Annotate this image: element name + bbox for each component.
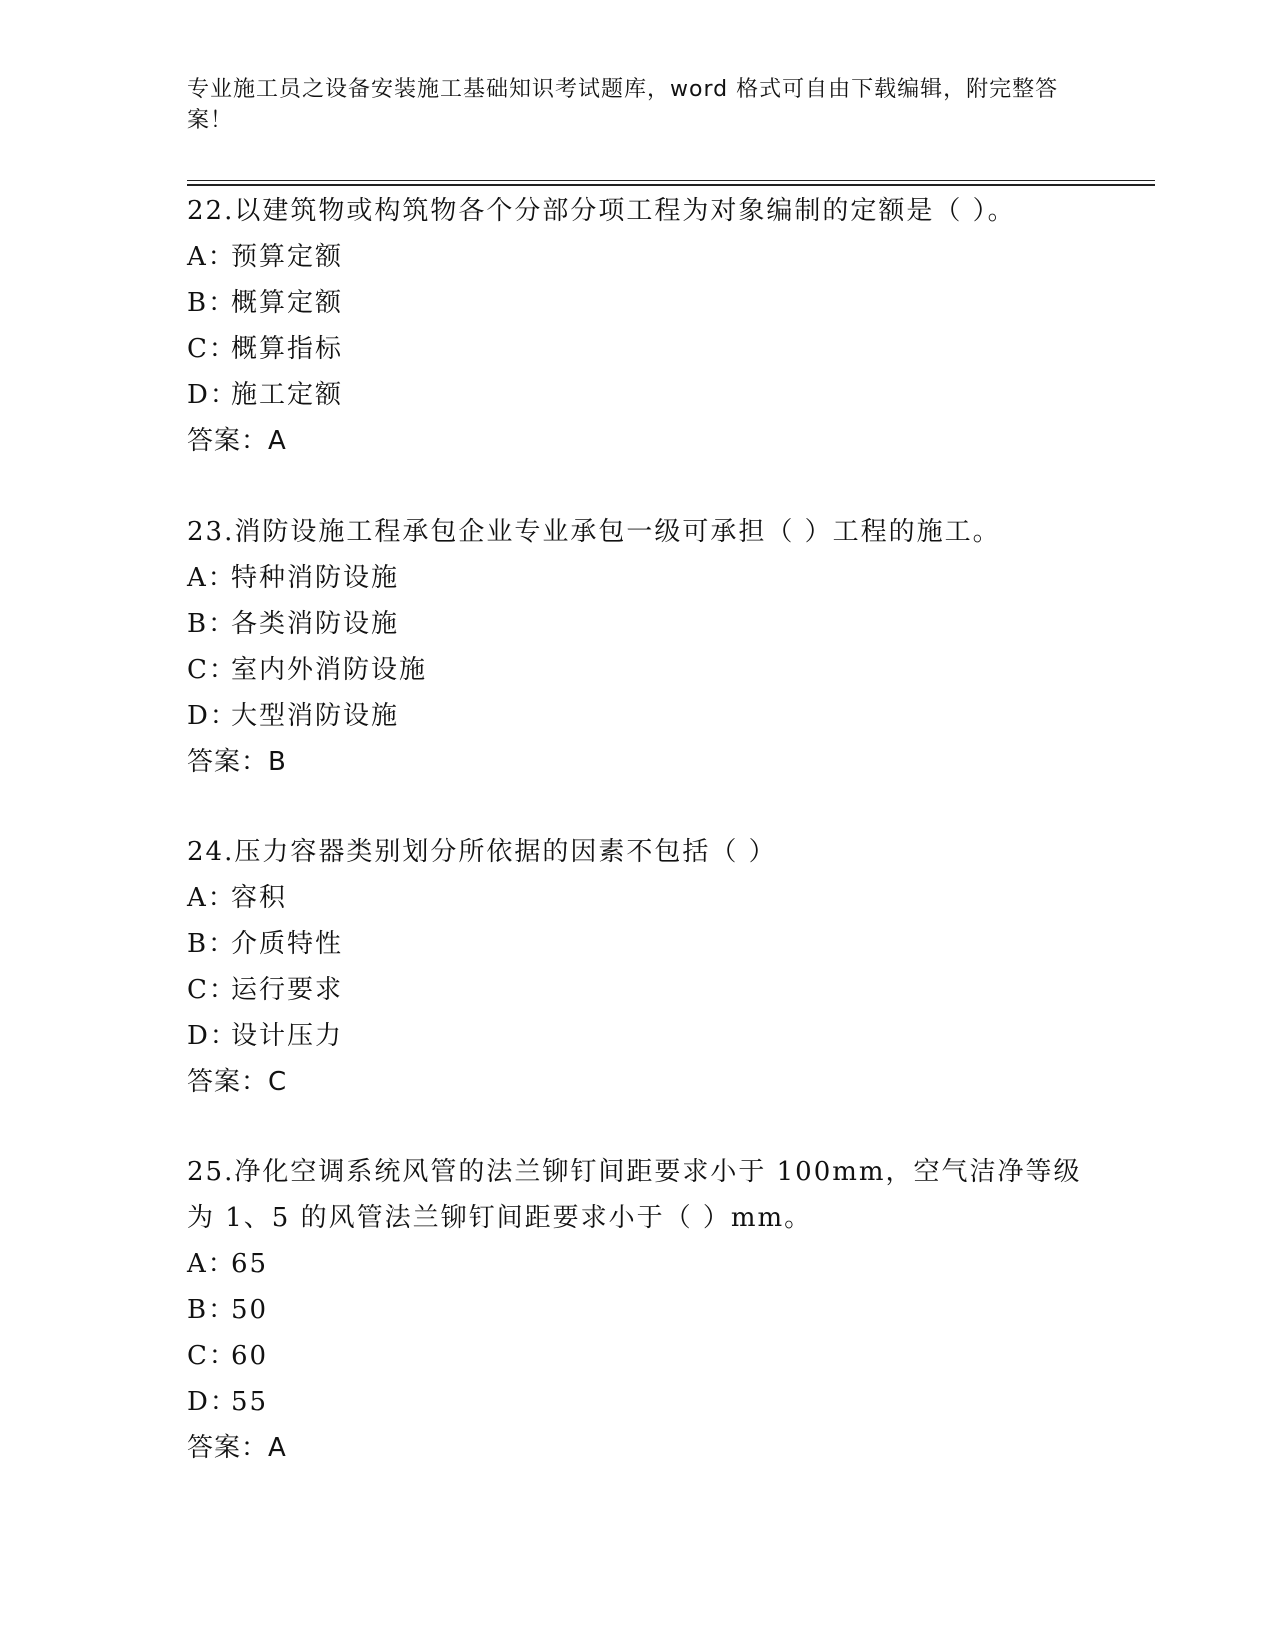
option-text: 各类消防设施 xyxy=(231,609,400,639)
question-23 xyxy=(187,509,1087,785)
answer-line: 答案：A xyxy=(187,1433,287,1463)
option-d xyxy=(187,1013,1087,1059)
option-c xyxy=(187,967,1087,1013)
option-c xyxy=(187,326,1087,372)
header-divider-thick xyxy=(187,184,1155,186)
option-b xyxy=(187,921,1087,967)
question-24 xyxy=(187,829,1087,1105)
option-b xyxy=(187,1287,1087,1333)
option-letter: A： xyxy=(187,883,236,913)
option-b xyxy=(187,280,1087,326)
option-letter: C： xyxy=(187,1341,237,1371)
option-text: 55 xyxy=(231,1387,269,1417)
option-b xyxy=(187,601,1087,647)
option-text: 室内外消防设施 xyxy=(231,655,428,685)
question-22 xyxy=(187,188,1087,464)
option-letter: A： xyxy=(187,563,236,593)
question-text: 22.以建筑物或构筑物各个分部分项工程为对象编制的定额是（ ）。 xyxy=(187,196,1016,226)
option-letter: C： xyxy=(187,334,237,364)
option-c xyxy=(187,647,1087,693)
option-a xyxy=(187,875,1087,921)
option-text: 概算定额 xyxy=(231,288,344,318)
answer-line: 答案：C xyxy=(187,1067,288,1097)
answer-line: 答案：B xyxy=(187,747,287,777)
option-text: 特种消防设施 xyxy=(231,563,400,593)
option-text: 大型消防设施 xyxy=(231,701,400,731)
question-text: 25.净化空调系统风管的法兰铆钉间距要求小于 100mm，空气洁净等级为 1、5 的风管法兰铆钉间距要求小于（ ）mm。 xyxy=(187,1157,1082,1233)
option-letter: B： xyxy=(187,609,237,639)
question-text: 23.消防设施工程承包企业专业承包一级可承担（ ）工程的施工。 xyxy=(187,517,1001,547)
header-divider-thin xyxy=(187,180,1155,181)
option-text: 50 xyxy=(231,1295,269,1325)
answer-line: 答案：A xyxy=(187,426,287,456)
option-letter: C： xyxy=(187,655,237,685)
document-header: 专业施工员之设备安装施工基础知识考试题库，word 格式可自由下载编辑，附完整答案！ xyxy=(187,77,1059,133)
option-d xyxy=(187,1379,1087,1425)
option-text: 施工定额 xyxy=(231,380,344,410)
option-text: 预算定额 xyxy=(231,242,344,272)
option-letter: B： xyxy=(187,929,237,959)
option-text: 介质特性 xyxy=(231,929,344,959)
option-a xyxy=(187,234,1087,280)
option-letter: A： xyxy=(187,242,236,272)
option-text: 65 xyxy=(231,1249,269,1279)
option-letter: C： xyxy=(187,975,237,1005)
option-letter: D： xyxy=(187,1021,238,1051)
option-letter: B： xyxy=(187,288,237,318)
option-c xyxy=(187,1333,1087,1379)
option-text: 概算指标 xyxy=(231,334,344,364)
option-d xyxy=(187,693,1087,739)
option-text: 运行要求 xyxy=(231,975,344,1005)
option-letter: D： xyxy=(187,380,238,410)
option-text: 设计压力 xyxy=(231,1021,344,1051)
question-25 xyxy=(187,1149,1087,1471)
option-text: 容积 xyxy=(231,883,288,913)
option-a xyxy=(187,555,1087,601)
option-letter: A： xyxy=(187,1249,236,1279)
option-letter: B： xyxy=(187,1295,237,1325)
option-a xyxy=(187,1241,1087,1287)
option-text: 60 xyxy=(231,1341,269,1371)
option-d xyxy=(187,372,1087,418)
option-letter: D： xyxy=(187,1387,238,1417)
question-text: 24.压力容器类别划分所依据的因素不包括（ ） xyxy=(187,837,777,867)
option-letter: D： xyxy=(187,701,238,731)
